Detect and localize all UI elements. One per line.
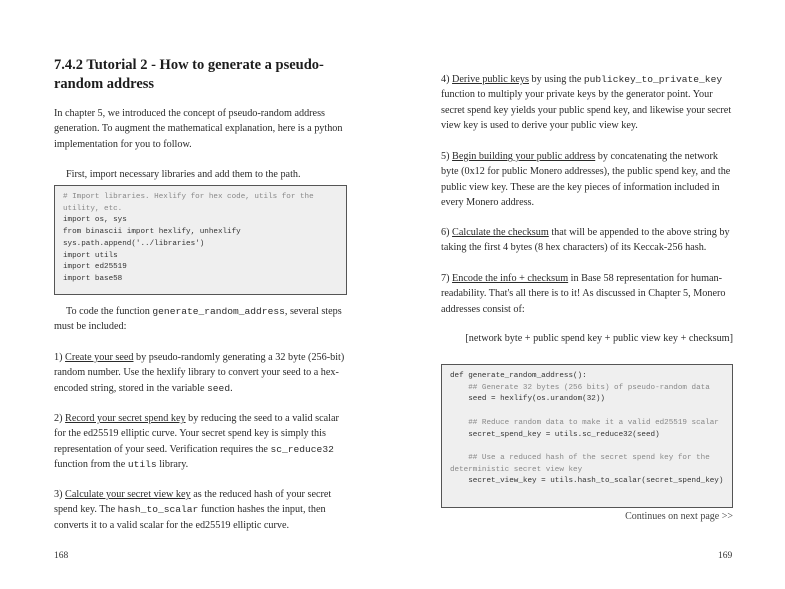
code-line: from binascii import hexlify, unhexlify xyxy=(63,228,241,237)
step-text: by using the xyxy=(529,74,584,85)
left-page xyxy=(0,0,392,589)
address-formula: [network byte + public spend key + public view key + checksum] xyxy=(465,333,733,344)
step-number: 2) xyxy=(54,413,66,424)
function-steps-intro xyxy=(54,304,348,335)
step-text: by pseudo-randomly generating a 32 byte (256-bit) random number. Use the hexlify library to convert your seed to a hex-encoded string, stored in the variable xyxy=(54,352,345,394)
code-line xyxy=(450,441,724,453)
code-line: secret_spend_key = utils.sc_reduce32(seed) xyxy=(450,430,660,439)
seed-code: seed xyxy=(207,382,231,394)
step-5 xyxy=(441,149,733,211)
step-text: by reducing the seed to a valid scalar for the ed25519 elliptic curve. Your secret spend key is simply this representation of your seed. Verification requires the xyxy=(54,413,339,455)
step-number: 1) xyxy=(54,352,66,363)
step-number: 4) xyxy=(441,74,453,85)
step-text: that will be appended to the above string by taking the first 4 bytes (8 hex characters) of its Keccak-256 hash. xyxy=(441,227,730,254)
import-instruction: First, import necessary libraries and add them to the path. xyxy=(66,169,301,180)
step-text: by concatenating the network byte (0x12 for public Monero addresses), the public spend key, and the public view key. These are the key pieces of information included in every Monero address. xyxy=(441,151,731,209)
text-span: , several steps must be included: xyxy=(54,306,342,333)
step-number: 5) xyxy=(441,151,453,162)
text-span: function from the xyxy=(54,459,128,471)
text-span: To code the function xyxy=(66,306,153,317)
intro-paragraph: In chapter 5, we introduced the concept of pseudo-random address generation. To augment the mathematical explanation, here is a python implementation for you to follow. xyxy=(54,108,343,150)
step-text: as the reduced hash of your secret spend key. The xyxy=(54,489,332,516)
hash-to-scalar-code: hash_to_scalar xyxy=(117,504,199,516)
text-span: function to multiply your private keys by the generator point. Your secret spend key yields your public spend key, and likewise your secret view key is used to derive your public view key. xyxy=(441,89,732,132)
step-7 xyxy=(441,271,733,317)
code-comment-line: ## Use a reduced hash of the secret spend key for the xyxy=(450,453,710,462)
import-code-block xyxy=(54,185,347,295)
step-2-link[interactable]: Record your secret spend key xyxy=(65,413,186,424)
code-line: secret_view_key = utils.hash_to_scalar(secret_spend_key) xyxy=(450,477,724,486)
step-5-link[interactable]: Begin building your public address xyxy=(452,151,596,162)
code-line: seed = hexlify(os.urandom(32)) xyxy=(450,395,605,404)
function-name-code: generate_random_address xyxy=(152,306,285,317)
publickey-function-code: publickey_to_private_key xyxy=(583,74,723,85)
step-number: 7) xyxy=(441,273,453,284)
code-line xyxy=(450,406,724,418)
code-line: import utils xyxy=(63,251,118,260)
code-line: import ed25519 xyxy=(63,263,127,272)
text-span: . xyxy=(230,382,233,394)
step-7-link[interactable]: Encode the info + checksum xyxy=(452,273,569,284)
section-title: 7.4.2 Tutorial 2 - How to generate a pseudo-random address xyxy=(54,57,324,92)
page-number-right: 169 xyxy=(718,551,733,561)
page-number-left: 168 xyxy=(54,551,69,561)
sc-reduce32-code: sc_reduce32 xyxy=(270,443,334,455)
code-comment-line: deterministic secret view key xyxy=(450,465,583,474)
code-comment-line: utility, etc. xyxy=(63,204,123,213)
text-span: library. xyxy=(156,459,189,471)
step-3 xyxy=(54,487,348,533)
utils-code: utils xyxy=(127,459,157,471)
text-span: function hashes the input, then converts it to a valid scalar for the ed25519 elliptic curve. xyxy=(54,504,326,531)
step-6 xyxy=(441,225,733,256)
step-4-link[interactable]: Derive public keys xyxy=(452,74,529,85)
code-line: import os, sys xyxy=(63,216,127,225)
step-number: 3) xyxy=(54,489,66,500)
function-code-block xyxy=(441,364,733,508)
step-2 xyxy=(54,411,348,473)
code-comment-line: # Import libraries. Hexlify for hex code, utils for the xyxy=(63,193,314,201)
code-comment-line: ## Generate 32 bytes (256 bits) of pseudo-random data xyxy=(450,383,710,392)
step-1-link[interactable]: Create your seed xyxy=(65,352,134,363)
step-3-link[interactable]: Calculate your secret view key xyxy=(65,489,191,500)
right-page xyxy=(392,0,785,589)
step-6-link[interactable]: Calculate the checksum xyxy=(452,227,549,238)
step-text: in Base 58 representation for human-readability. That's all there is to it! As discussed in Chapter 5, Monero addresses consist of: xyxy=(441,273,726,315)
code-comment-line: ## Reduce random data to make it a valid ed25519 scalar xyxy=(450,418,719,427)
step-number: 6) xyxy=(441,227,453,238)
step-1 xyxy=(54,350,348,396)
step-4 xyxy=(441,72,733,134)
code-line: def generate_random_address(): xyxy=(450,372,587,380)
code-line: sys.path.append('../libraries') xyxy=(63,239,205,248)
code-line: import base58 xyxy=(63,274,123,283)
continues-note: Continues on next page >> xyxy=(625,511,733,522)
